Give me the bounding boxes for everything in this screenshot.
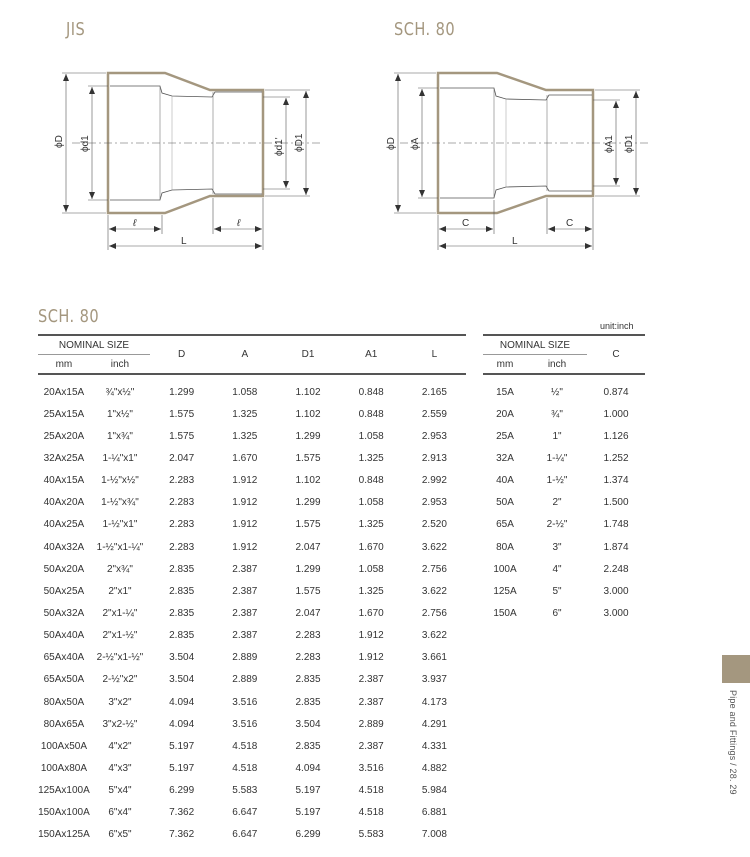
cell-D1: 1.102 (295, 475, 321, 487)
cell-inch: 1" (552, 430, 562, 442)
cell-mm: 50Ax20A (43, 563, 85, 575)
cell-D: 2.283 (169, 519, 195, 531)
cell-inch: ¾"x½" (105, 386, 135, 398)
cell-A: 1.325 (232, 408, 258, 420)
cell-mm: 40Ax20A (43, 497, 85, 509)
cell-mm: 125Ax100A (38, 785, 90, 797)
cell-D1: 1.575 (295, 519, 321, 531)
cell-C: 0.874 (603, 386, 629, 398)
cell-inch: 1-½" (546, 475, 568, 487)
table-row (38, 580, 466, 602)
cell-A: 3.516 (232, 696, 258, 708)
cell-A1: 1.058 (358, 430, 384, 442)
cell-inch: 2-½" (546, 519, 568, 531)
cell-A1: 1.058 (358, 563, 384, 575)
cell-L: 2.520 (421, 519, 447, 531)
page-side-text: Pipe and Fittings / 28. 29 (728, 690, 738, 795)
cell-inch: 1"x½" (106, 408, 133, 420)
cell-inch: 5"x4" (108, 785, 132, 797)
cell-C: 1.252 (603, 452, 629, 464)
cell-mm: 40Ax15A (43, 475, 85, 487)
sch80-reducer-diagram (0, 0, 750, 300)
cell-D: 4.094 (169, 718, 195, 730)
table-row (38, 669, 466, 691)
cell-mm: 50Ax40A (43, 630, 85, 642)
cell-A1: 2.387 (358, 740, 384, 752)
cell-L: 3.661 (421, 652, 447, 664)
table-row (38, 447, 466, 469)
sch80-label-L: L (512, 236, 518, 247)
cell-L: 2.992 (421, 475, 447, 487)
reducer-dimension-table (38, 334, 466, 846)
cell-mm: 32A (496, 452, 514, 464)
cell-D1: 2.835 (295, 740, 321, 752)
cell-D1: 4.094 (295, 762, 321, 774)
cell-A: 2.889 (232, 674, 258, 686)
cell-mm: 150Ax100A (38, 807, 90, 819)
cell-mm: 150Ax125A (38, 829, 90, 841)
cell-L: 2.913 (421, 452, 447, 464)
table-row (483, 492, 645, 514)
cell-D: 1.575 (169, 408, 195, 420)
table-row (38, 536, 466, 558)
table-row (38, 602, 466, 624)
cell-D: 2.835 (169, 630, 195, 642)
nominal-size-header: NOMINAL SIZE (58, 339, 130, 351)
cell-A: 6.647 (232, 807, 258, 819)
cell-inch: 3" (552, 541, 562, 553)
cell-inch: 4"x2" (108, 740, 132, 752)
cell-D: 3.504 (169, 674, 195, 686)
cell-C: 1.874 (603, 541, 629, 553)
cell-inch: ¾" (551, 408, 563, 420)
cell-inch: 4" (552, 563, 562, 575)
cell-D: 2.283 (169, 497, 195, 509)
cell-A: 1.912 (232, 519, 258, 531)
cell-mm: 15A (496, 386, 514, 398)
cell-mm: 25Ax20A (43, 430, 85, 442)
table-row (38, 425, 466, 447)
cell-L: 3.622 (421, 630, 447, 642)
jis-label-l-left: ℓ (133, 218, 137, 229)
table-row (483, 470, 645, 492)
table-row (483, 447, 645, 469)
cell-mm: 50Ax32A (43, 607, 85, 619)
jis-title: JIS (66, 19, 86, 40)
cell-D1: 2.835 (295, 674, 321, 686)
table-row (483, 558, 645, 580)
cell-L: 2.953 (421, 430, 447, 442)
cell-inch: 6"x4" (108, 807, 132, 819)
sub-header-inch-2: inch (527, 355, 587, 375)
cell-mm: 100A (493, 563, 517, 575)
cell-L: 4.291 (421, 718, 447, 730)
sch80-label-C-left: C (462, 218, 470, 229)
cell-A: 1.325 (232, 430, 258, 442)
cell-A1: 1.058 (358, 497, 384, 509)
cell-inch: 1-¼"x1" (102, 452, 138, 464)
cell-A1: 2.889 (358, 718, 384, 730)
cell-D1: 1.575 (295, 452, 321, 464)
table-row (38, 713, 466, 735)
table-row (38, 757, 466, 779)
cell-inch: 3"x2" (108, 696, 132, 708)
cell-A1: 1.670 (358, 541, 384, 553)
cell-A: 2.387 (232, 630, 258, 642)
sch80-label-A1: ϕA1 (604, 135, 615, 153)
cell-C: 3.000 (603, 585, 629, 597)
cell-D1: 2.283 (295, 630, 321, 642)
cell-A: 1.912 (232, 497, 258, 509)
cell-L: 5.984 (421, 785, 447, 797)
cell-A1: 4.518 (358, 785, 384, 797)
cell-mm: 25A (496, 430, 514, 442)
table-row (483, 514, 645, 536)
cell-D1: 1.299 (295, 497, 321, 509)
cell-A: 5.583 (232, 785, 258, 797)
cell-L: 2.953 (421, 497, 447, 509)
cell-A1: 2.387 (358, 674, 384, 686)
cell-mm: 80Ax65A (43, 718, 85, 730)
cell-inch: 1"x¾" (106, 430, 133, 442)
cell-C: 1.374 (603, 475, 629, 487)
cell-L: 3.622 (421, 585, 447, 597)
cell-A: 3.516 (232, 718, 258, 730)
cell-inch: 1-¼" (546, 452, 568, 464)
cell-inch: 2-½"x1-½" (96, 652, 144, 664)
sch80-label-D1: ϕD1 (624, 134, 635, 153)
cell-mm: 100Ax50A (40, 740, 87, 752)
cell-D1: 2.283 (295, 652, 321, 664)
cell-mm: 20Ax15A (43, 386, 85, 398)
cell-D1: 1.299 (295, 563, 321, 575)
table-row (38, 691, 466, 713)
sch80-label-D: ϕD (386, 137, 397, 150)
cell-A1: 0.848 (358, 408, 384, 420)
sub-header-inch: inch (90, 355, 150, 375)
table-row (483, 403, 645, 425)
cell-A: 1.912 (232, 475, 258, 487)
cell-L: 3.622 (421, 541, 447, 553)
section-title: SCH. 80 (38, 306, 100, 327)
cell-D1: 5.197 (295, 807, 321, 819)
cell-A1: 4.518 (358, 807, 384, 819)
table-row (38, 625, 466, 647)
cell-A: 1.058 (232, 386, 258, 398)
col-header-A: A (241, 349, 249, 360)
table-row (38, 735, 466, 757)
cell-A1: 2.387 (358, 696, 384, 708)
cell-D: 2.283 (169, 541, 195, 553)
cell-inch: 2"x1" (108, 585, 132, 597)
cell-D: 1.299 (169, 386, 195, 398)
cell-L: 4.173 (421, 696, 447, 708)
jis-label-d1p: ϕd1' (274, 137, 285, 156)
cell-D: 2.047 (169, 452, 195, 464)
jis-label-D1: ϕD1 (294, 133, 305, 152)
cell-D: 5.197 (169, 762, 195, 774)
table-row (38, 492, 466, 514)
cell-D1: 1.102 (295, 386, 321, 398)
sub-header-mm-2: mm (483, 355, 527, 375)
table-row (38, 558, 466, 580)
col-header-A1: A1 (365, 349, 378, 360)
cell-mm: 32Ax25A (43, 452, 85, 464)
table-row (38, 374, 466, 403)
cell-L: 2.165 (421, 386, 447, 398)
cell-A1: 0.848 (358, 475, 384, 487)
cell-inch: 6"x5" (108, 829, 132, 841)
table-row (38, 647, 466, 669)
nominal-size-header-2: NOMINAL SIZE (499, 339, 571, 351)
cell-inch: 1-½"x1" (102, 519, 138, 531)
jis-label-L: L (181, 236, 187, 247)
cell-D1: 1.575 (295, 585, 321, 597)
cell-inch: 1-½"x1-¼" (96, 541, 144, 553)
table-row (38, 802, 466, 824)
cell-A1: 1.325 (358, 585, 384, 597)
cell-D1: 5.197 (295, 785, 321, 797)
cell-D1: 2.047 (295, 607, 321, 619)
col-header-D1: D1 (301, 349, 315, 360)
table-row (38, 470, 466, 492)
cell-mm: 40Ax32A (43, 541, 85, 553)
sch80-diagram-title: SCH. 80 (394, 19, 456, 40)
cell-D1: 6.299 (295, 829, 321, 841)
cell-A: 4.518 (232, 740, 258, 752)
cell-C: 1.500 (603, 497, 629, 509)
cell-A1: 1.325 (358, 519, 384, 531)
cell-inch: 2"x1-½" (102, 630, 138, 642)
cell-A: 2.387 (232, 563, 258, 575)
table-row (483, 602, 645, 624)
sch80-label-C-right: C (566, 218, 574, 229)
cell-A: 2.387 (232, 607, 258, 619)
cell-C: 1.000 (603, 408, 629, 420)
cell-D: 4.094 (169, 696, 195, 708)
cell-A: 1.912 (232, 541, 258, 553)
cell-mm: 40Ax25A (43, 519, 85, 531)
table-row (483, 374, 645, 403)
table-row (38, 403, 466, 425)
col-header-D: D (178, 349, 186, 360)
cell-mm: 50A (496, 497, 514, 509)
cell-C: 3.000 (603, 607, 629, 619)
cell-L: 2.756 (421, 563, 447, 575)
cell-C: 2.248 (603, 563, 629, 575)
cell-inch: 5" (552, 585, 562, 597)
cell-L: 4.331 (421, 740, 447, 752)
sub-header-mm: mm (38, 355, 90, 375)
table-row (483, 580, 645, 602)
cell-inch: 3"x2-½" (102, 718, 138, 730)
cell-A1: 3.516 (358, 762, 384, 774)
cell-A: 6.647 (232, 829, 258, 841)
cell-D1: 2.835 (295, 696, 321, 708)
cell-mm: 150A (493, 607, 517, 619)
cell-D: 2.835 (169, 563, 195, 575)
cell-mm: 125A (493, 585, 517, 597)
jis-label-D: ϕD (54, 135, 65, 148)
cell-mm: 65A (496, 519, 514, 531)
cell-D: 2.835 (169, 585, 195, 597)
cell-L: 2.756 (421, 607, 447, 619)
cell-mm: 80Ax50A (43, 696, 85, 708)
cell-mm: 65Ax50A (43, 674, 85, 686)
cell-mm: 100Ax80A (40, 762, 87, 774)
cell-D: 2.283 (169, 475, 195, 487)
cell-inch: 6" (552, 607, 562, 619)
cell-A: 4.518 (232, 762, 258, 774)
table-row (38, 780, 466, 802)
sch80-label-A: ϕA (410, 137, 421, 150)
cell-mm: 80A (496, 541, 514, 553)
cell-mm: 25Ax15A (43, 408, 85, 420)
cell-A1: 0.848 (358, 386, 384, 398)
cell-inch: 4"x3" (108, 762, 132, 774)
cell-mm: 50Ax25A (43, 585, 85, 597)
unit-label: unit:inch (600, 321, 634, 331)
cell-A: 1.670 (232, 452, 258, 464)
cell-inch: 2"x¾" (106, 563, 133, 575)
cell-inch: 1-½"x½" (101, 475, 139, 487)
cell-L: 4.882 (421, 762, 447, 774)
table-row (38, 824, 466, 846)
cell-mm: 40A (496, 475, 514, 487)
cell-L: 2.559 (421, 408, 447, 420)
cell-inch: ½" (551, 386, 563, 398)
jis-label-l-right: ℓ (237, 218, 241, 229)
table-row (38, 514, 466, 536)
col-header-L: L (431, 349, 438, 360)
cell-A1: 1.912 (358, 630, 384, 642)
cell-inch: 2" (552, 497, 562, 509)
cell-A1: 5.583 (358, 829, 384, 841)
cell-inch: 2-½"x2" (102, 674, 138, 686)
cell-D: 5.197 (169, 740, 195, 752)
cell-A1: 1.670 (358, 607, 384, 619)
cell-D: 6.299 (169, 785, 195, 797)
cell-mm: 65Ax40A (43, 652, 85, 664)
cell-D: 7.362 (169, 807, 195, 819)
col-header-C: C (612, 349, 620, 360)
cell-C: 1.126 (603, 430, 629, 442)
cell-mm: 20A (496, 408, 514, 420)
table-row (483, 536, 645, 558)
jis-label-d1: ϕd1 (80, 135, 91, 152)
cell-D1: 1.102 (295, 408, 321, 420)
c-dimension-table (483, 334, 645, 625)
cell-L: 7.008 (421, 829, 447, 841)
cell-D: 3.504 (169, 652, 195, 664)
cell-A: 2.387 (232, 585, 258, 597)
cell-D: 2.835 (169, 607, 195, 619)
cell-A1: 1.912 (358, 652, 384, 664)
side-tab-marker (722, 655, 750, 683)
cell-D1: 1.299 (295, 430, 321, 442)
cell-L: 6.881 (421, 807, 447, 819)
cell-inch: 1-½"x¾" (101, 497, 139, 509)
cell-inch: 2"x1-¼" (102, 607, 138, 619)
cell-D1: 2.047 (295, 541, 321, 553)
table-row (483, 425, 645, 447)
cell-A: 2.889 (232, 652, 258, 664)
cell-D1: 3.504 (295, 718, 321, 730)
cell-D: 1.575 (169, 430, 195, 442)
cell-L: 3.937 (421, 674, 447, 686)
cell-A1: 1.325 (358, 452, 384, 464)
cell-D: 7.362 (169, 829, 195, 841)
cell-C: 1.748 (603, 519, 629, 531)
